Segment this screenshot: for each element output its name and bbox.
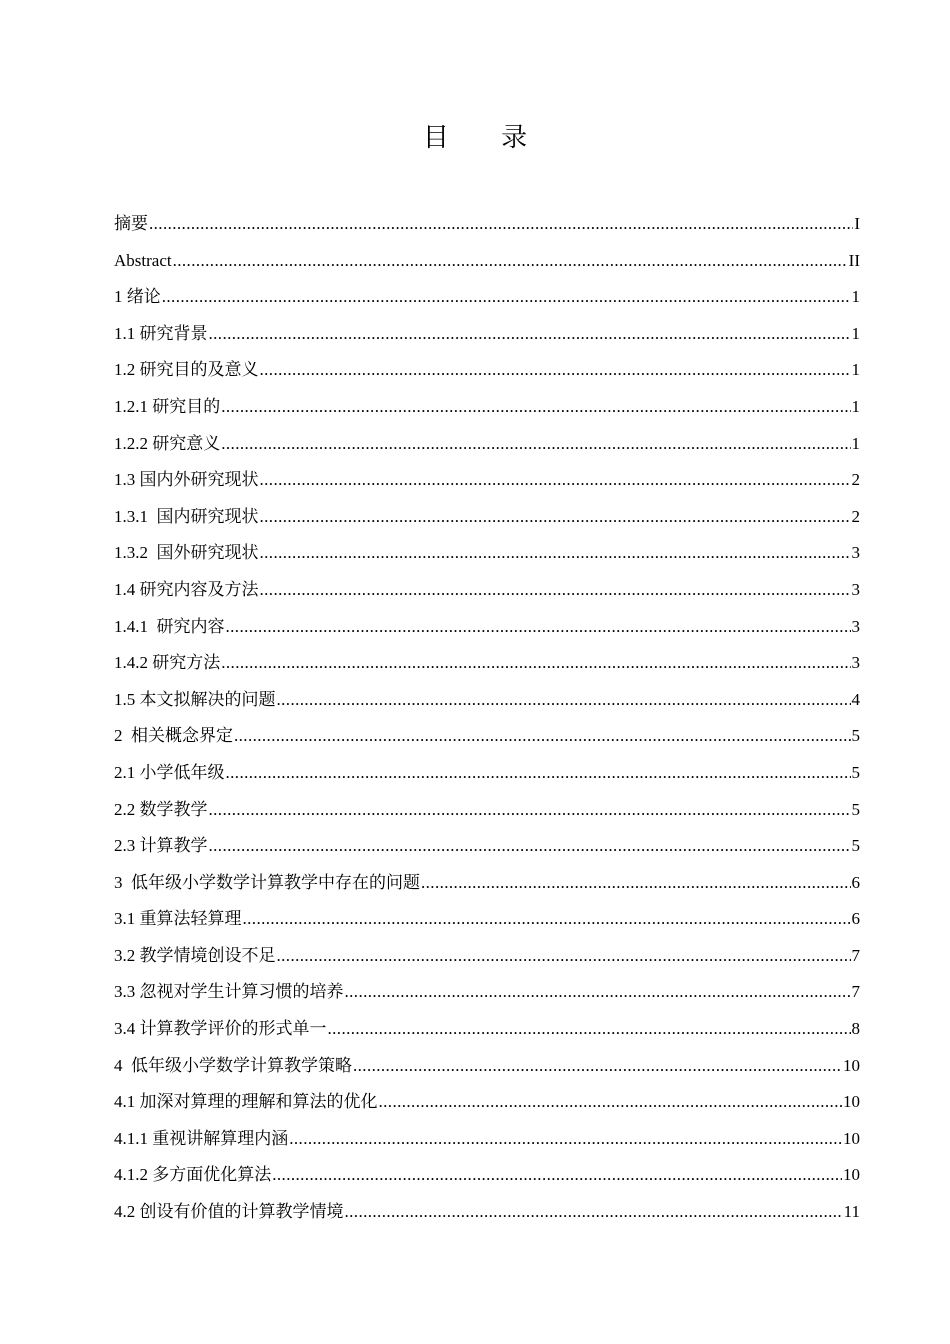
toc-leader-dots [260, 462, 851, 499]
toc-entry-page: 7 [851, 982, 860, 1002]
toc-entry-page: 5 [851, 726, 860, 746]
toc-entry-label: 1.3.1 国内研究现状 [114, 506, 259, 526]
toc-leader-dots [260, 499, 851, 536]
toc-entry-label: 3.1 重算法轻算理 [114, 909, 242, 929]
toc-entry[interactable] [114, 1048, 860, 1085]
toc-entry[interactable] [114, 1194, 860, 1231]
toc-entry[interactable] [114, 499, 860, 536]
toc-leader-dots [221, 645, 850, 682]
toc-entry-page: 10 [843, 1165, 860, 1185]
toc-entry[interactable] [114, 389, 860, 426]
toc-entry-label: 2.3 计算教学 [114, 836, 208, 856]
toc-title: 目 录 [422, 123, 550, 153]
toc-entry[interactable] [114, 462, 860, 499]
toc-entry-label: 1.2.2 研究意义 [114, 433, 221, 453]
toc-entry-page: 6 [851, 872, 860, 892]
toc-entry[interactable] [114, 243, 860, 280]
toc-entry[interactable] [114, 1121, 860, 1158]
toc-entry-label: Abstract [114, 250, 172, 270]
toc-entry-label: 4.1 加深对算理的理解和算法的优化 [114, 1092, 378, 1112]
toc-entry[interactable] [114, 792, 860, 829]
toc-entry[interactable] [114, 426, 860, 463]
toc-entry[interactable] [114, 938, 860, 975]
toc-entry[interactable] [114, 279, 860, 316]
toc-entry-label: 4.2 创设有价值的计算教学情境 [114, 1202, 344, 1222]
toc-leader-dots [221, 426, 850, 463]
toc-entry-page: 8 [851, 1019, 860, 1039]
toc-entry[interactable] [114, 1011, 860, 1048]
toc-leader-dots [353, 1048, 842, 1085]
toc-entry-label: 1.2.1 研究目的 [114, 396, 221, 416]
toc-entry-page: 3 [851, 579, 860, 599]
toc-entry-label: 1 绪论 [114, 287, 161, 307]
toc-entry[interactable] [114, 316, 860, 353]
toc-entry-page: 10 [843, 1055, 860, 1075]
toc-entry-page: I [854, 214, 860, 233]
toc-entry-page: 1 [851, 287, 860, 307]
toc-entry-label: 4 低年级小学数学计算教学策略 [114, 1055, 352, 1075]
toc-entry-page: 4 [851, 689, 860, 709]
toc-entry-page: 1 [851, 396, 860, 416]
toc-leader-dots [243, 901, 851, 938]
toc-entry-label: 3.2 教学情境创设不足 [114, 945, 276, 965]
toc-entry-label: 1.4.1 研究内容 [114, 616, 225, 636]
toc-entry-page: 5 [851, 799, 860, 819]
toc-entry[interactable] [114, 352, 860, 389]
toc-entry-label: 4.1.1 重视讲解算理内涵 [114, 1128, 289, 1148]
toc-entry-page: 10 [843, 1092, 860, 1112]
toc-leader-dots [149, 206, 853, 243]
toc-leader-dots [345, 974, 851, 1011]
toc-entry-label: 3.4 计算教学评价的形式单一 [114, 1019, 327, 1039]
toc-leader-dots [173, 243, 848, 280]
toc-entry[interactable] [114, 535, 860, 572]
toc-entry-page: 11 [843, 1202, 860, 1222]
toc-leader-dots [234, 718, 851, 755]
toc-entry-label: 1.3.2 国外研究现状 [114, 543, 259, 563]
toc-entry-label: 2.1 小学低年级 [114, 762, 225, 782]
toc-entry-page: 10 [843, 1128, 860, 1148]
toc-entry-label: 3.3 忽视对学生计算习惯的培养 [114, 982, 344, 1002]
toc-entry-page: 6 [851, 909, 860, 929]
toc-entry[interactable] [114, 865, 860, 902]
toc-entry-page: 3 [851, 616, 860, 636]
toc-entry-label: 1.3 国内外研究现状 [114, 470, 259, 490]
toc-entry-label: 2 相关概念界定 [114, 726, 233, 746]
toc-entry[interactable] [114, 572, 860, 609]
toc-leader-dots [289, 1121, 842, 1158]
toc-entry-page: 1 [851, 323, 860, 343]
toc-entry-label: 1.4 研究内容及方法 [114, 579, 259, 599]
toc-entry-page: 2 [851, 506, 860, 526]
toc-entry[interactable] [114, 206, 860, 243]
toc-entry-label: 1.1 研究背景 [114, 323, 208, 343]
toc-entry[interactable] [114, 682, 860, 719]
toc-list [114, 206, 860, 1231]
toc-leader-dots [277, 938, 851, 975]
toc-entry[interactable] [114, 645, 860, 682]
toc-leader-dots [421, 865, 851, 902]
toc-entry[interactable] [114, 901, 860, 938]
toc-entry-label: 摘要 [114, 214, 148, 233]
toc-entry[interactable] [114, 1084, 860, 1121]
toc-entry-page: 1 [851, 433, 860, 453]
toc-entry-label: 2.2 数学教学 [114, 799, 208, 819]
toc-entry[interactable] [114, 609, 860, 646]
toc-entry-label: 1.5 本文拟解决的问题 [114, 689, 276, 709]
toc-leader-dots [226, 609, 851, 646]
toc-entry[interactable] [114, 974, 860, 1011]
toc-leader-dots [260, 352, 851, 389]
toc-entry-page: 7 [851, 945, 860, 965]
toc-leader-dots [162, 279, 851, 316]
toc-entry-label: 4.1.2 多方面优化算法 [114, 1165, 272, 1185]
toc-leader-dots [209, 828, 851, 865]
toc-entry[interactable] [114, 828, 860, 865]
toc-entry-page: 3 [851, 543, 860, 563]
toc-leader-dots [260, 572, 851, 609]
toc-entry-page: 2 [851, 470, 860, 490]
toc-leader-dots [277, 682, 851, 719]
toc-entry[interactable] [114, 755, 860, 792]
toc-entry[interactable] [114, 1157, 860, 1194]
toc-entry-page: II [848, 250, 860, 270]
toc-leader-dots [379, 1084, 843, 1121]
toc-entry-page: 1 [851, 360, 860, 380]
toc-entry[interactable] [114, 718, 860, 755]
toc-leader-dots [221, 389, 850, 426]
toc-leader-dots [226, 755, 851, 792]
toc-leader-dots [272, 1157, 842, 1194]
toc-entry-label: 1.4.2 研究方法 [114, 653, 221, 673]
toc-leader-dots [260, 535, 851, 572]
toc-entry-page: 5 [851, 836, 860, 856]
toc-leader-dots [328, 1011, 851, 1048]
toc-entry-page: 5 [851, 762, 860, 782]
toc-entry-label: 3 低年级小学数学计算教学中存在的问题 [114, 872, 420, 892]
toc-entry-label: 1.2 研究目的及意义 [114, 360, 259, 380]
toc-leader-dots [209, 316, 851, 353]
toc-entry-page: 3 [851, 653, 860, 673]
toc-leader-dots [345, 1194, 843, 1231]
toc-leader-dots [209, 792, 851, 829]
